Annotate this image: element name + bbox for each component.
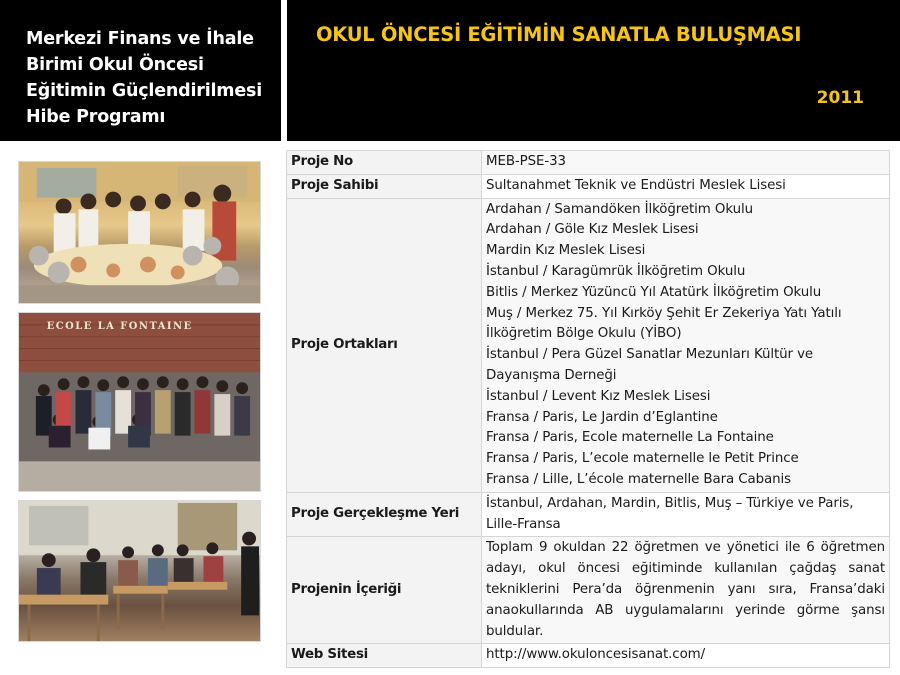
partner-line: Fransa / Paris, Le Jardin d’Eglantine [486,409,718,425]
website-link[interactable]: http://www.okuloncesisanat.com/ [482,644,890,668]
header-right-panel [287,0,900,141]
location-line: Lille-Fransa [486,516,561,532]
project-info-table [286,150,890,668]
location-line: İstanbul, Ardahan, Mardin, Bitlis, Muş – Türkiye ve Paris, [486,495,854,511]
ecole-sign: ECOLE LA FONTAINE [46,320,193,332]
label-icerik: Projenin İçeriği [287,537,482,644]
year-label: 2011 [816,88,864,108]
program-title: Merkezi Finans ve İhale Birimi Okul Öncesi Eğitimin Güçlendirilmesi Hibe Programı [26,29,263,127]
table-row [287,492,890,537]
partner-line: İstanbul / Levent Kız Meslek Lisesi [486,388,711,404]
partner-line: İstanbul / Pera Güzel Sanatlar Mezunları Kültür ve [486,347,814,363]
header-left-panel [0,0,281,141]
partner-line: Muş / Merkez 75. Yıl Kırköy Şehit Er Zekeriya Yatı Yatılı [486,305,842,321]
partner-line: Fransa / Paris, Ecole maternelle La Fontaine [486,430,774,446]
table-row [287,198,890,492]
value-proje-no: MEB-PSE-33 [482,151,890,175]
label-proje-ortaklari: Proje Ortakları [287,198,482,492]
partner-line: Fransa / Lille, L’école maternelle Bara Cabanis [486,471,792,487]
partner-line: İstanbul / Karagümrük İlköğretim Okulu [486,263,746,279]
value-gerceklesme-yeri [482,492,890,537]
partner-line: Ardahan / Samandöken İlköğretim Okulu [486,201,753,217]
partner-line: Fransa / Paris, L’ecole maternelle le Petit Prince [486,451,799,467]
partner-line: Bitlis / Merkez Yüzüncü Yıl Atatürk İlköğretim Okulu [486,284,822,300]
photo-classroom-teachers [18,500,261,642]
label-proje-no: Proje No [287,151,482,175]
photo-children-workshop [18,161,261,304]
label-proje-sahibi: Proje Sahibi [287,174,482,198]
partner-line: İlköğretim Bölge Okulu (YİBO) [486,326,682,342]
table-row [287,174,890,198]
value-icerik: Toplam 9 okuldan 22 öğretmen ve yönetici ile 6 öğretmen adayı, okul öncesi eğitiminde kullanılan çağdaş sanat tekniklerini Pera’da öğrenmenin yanı sıra, Fransa’daki anaokullarında AB uygulamalarını yerinde görme şansı buldular. [482,537,890,644]
partner-line: Mardin Kız Meslek Lisesi [486,243,646,259]
partner-line: Dayanışma Derneği [486,367,617,383]
photo-group-ecole-la-fontaine [18,312,261,492]
value-proje-sahibi: Sultanahmet Teknik ve Endüstri Meslek Lisesi [482,174,890,198]
partner-line: Ardahan / Göle Kız Meslek Lisesi [486,222,699,238]
value-proje-ortaklari [482,198,890,492]
table-row [287,151,890,175]
page-title: OKUL ÖNCESİ EĞİTİMİN SANATLA BULUŞMASI [316,23,802,46]
label-gerceklesme-yeri: Proje Gerçekleşme Yeri [287,492,482,537]
table-row [287,644,890,668]
label-web-sitesi: Web Sitesi [287,644,482,668]
table-row [287,537,890,644]
